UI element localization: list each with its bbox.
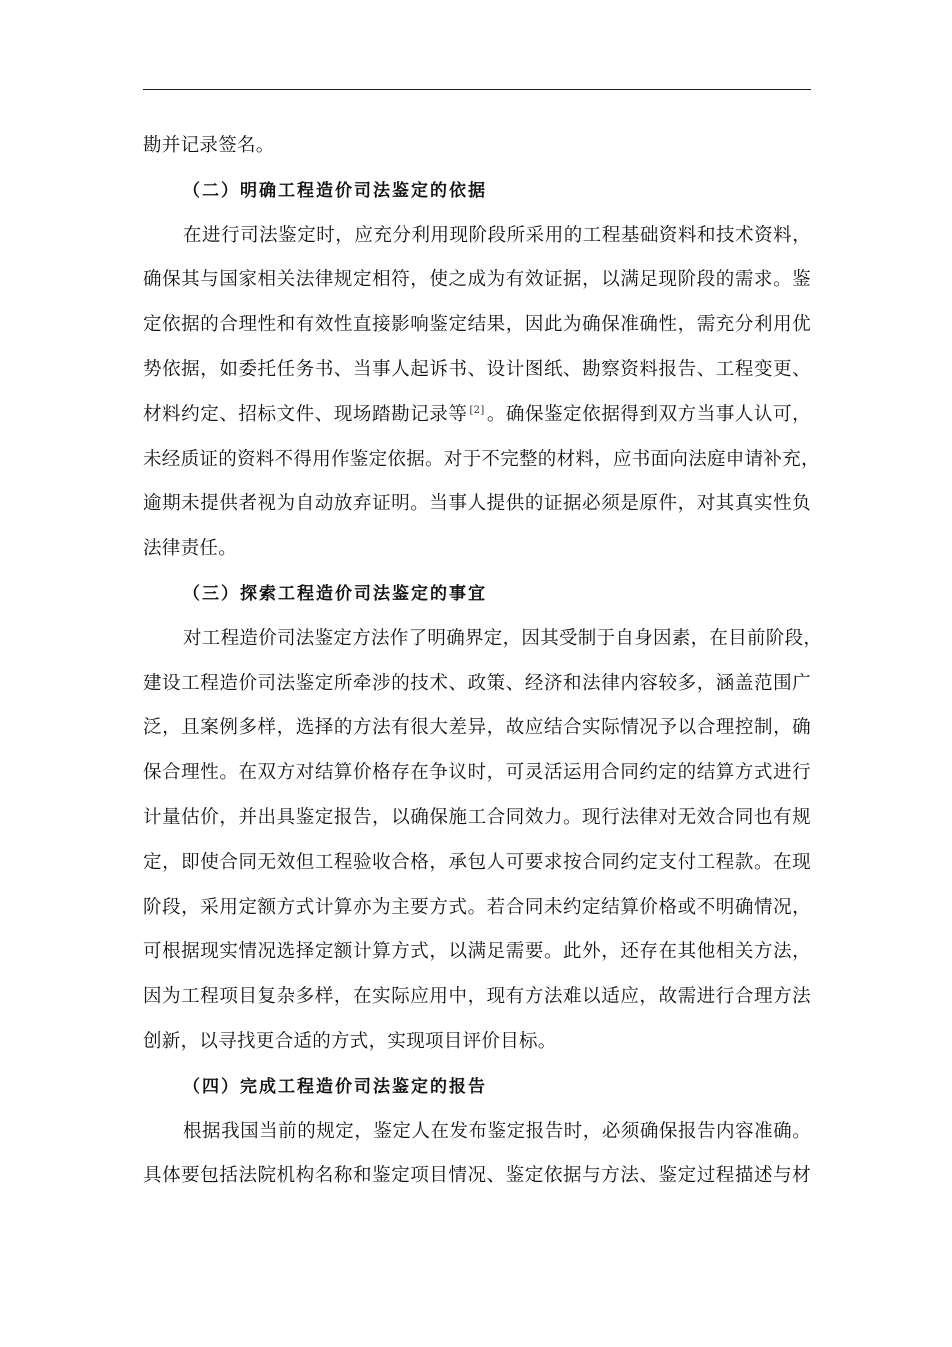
citation-marker: [2] bbox=[469, 404, 485, 416]
paragraph-line: 阶段，采用定额方式计算亦为主要方式。若合同未约定结算价格或不明确情况， bbox=[143, 896, 811, 918]
paragraph-line: 逾期未提供者视为自动放弃证明。当事人提供的证据必须是原件，对其真实性负 bbox=[143, 493, 811, 515]
paragraph-line: 根据我国当前的规定，鉴定人在发布鉴定报告时，必须确保报告内容准确。 bbox=[183, 1120, 811, 1142]
paragraph-line: 保合理性。在双方对结算价格存在争议时，可灵活运用合同约定的结算方式进行 bbox=[143, 762, 811, 784]
section-heading-3: （三）探索工程造价司法鉴定的事宜 bbox=[183, 583, 487, 604]
paragraph-line: 计量估价，并出具鉴定报告，以确保施工合同效力。现行法律对无效合同也有规 bbox=[143, 806, 811, 828]
header-rule bbox=[143, 89, 811, 90]
paragraph-line: 确保其与国家相关法律规定相符，使之成为有效证据，以满足现阶段的需求。鉴 bbox=[143, 269, 811, 291]
paragraph-line: 可根据现实情况选择定额计算方式，以满足需要。此外，还存在其他相关方法， bbox=[143, 941, 811, 963]
paragraph-line: 在进行司法鉴定时，应充分利用现阶段所采用的工程基础资料和技术资料， bbox=[183, 224, 811, 246]
paragraph-text: 材料约定、招标文件、现场踏勘记录等 bbox=[143, 403, 468, 425]
document-body bbox=[143, 124, 823, 1199]
paragraph-text: 。确保鉴定依据得到双方当事人认可， bbox=[486, 403, 811, 425]
paragraph-line: 具体要包括法院机构名称和鉴定项目情况、鉴定依据与方法、鉴定过程描述与材 bbox=[143, 1165, 811, 1187]
paragraph-line: 未经质证的资料不得用作鉴定依据。对于不完整的材料，应书面向法庭申请补充， bbox=[143, 448, 820, 470]
paragraph-line: 创新，以寻找更合适的方式，实现项目评价目标。 bbox=[143, 1030, 557, 1052]
paragraph-line: 法律责任。 bbox=[143, 538, 238, 560]
paragraph-line: 定，即使合同无效但工程验收合格，承包人可要求按合同约定支付工程款。在现 bbox=[143, 851, 811, 873]
paragraph-line: 勘并记录签名。 bbox=[143, 135, 275, 156]
paragraph-line: 因为工程项目复杂多样，在实际应用中，现有方法难以适应，故需进行合理方法 bbox=[143, 986, 811, 1008]
paragraph-line: 定依据的合理性和有效性直接影响鉴定结果，因此为确保准确性，需充分利用优 bbox=[143, 314, 811, 336]
paragraph-line: 对工程造价司法鉴定方法作了明确界定，因其受制于自身因素，在目前阶段， bbox=[183, 627, 823, 649]
paragraph-line: 建设工程造价司法鉴定所牵涉的技术、政策、经济和法律内容较多，涵盖范围广 bbox=[143, 672, 811, 694]
paragraph-line-with-citation bbox=[143, 393, 811, 438]
paragraph-line: 泛，且案例多样，选择的方法有很大差异，故应结合实际情况予以合理控制，确 bbox=[143, 717, 811, 739]
section-heading-4: （四）完成工程造价司法鉴定的报告 bbox=[183, 1076, 487, 1097]
section-heading-2: （二）明确工程造价司法鉴定的依据 bbox=[183, 180, 487, 201]
paragraph-line: 势依据，如委托任务书、当事人起诉书、设计图纸、勘察资料报告、工程变更、 bbox=[143, 358, 811, 380]
